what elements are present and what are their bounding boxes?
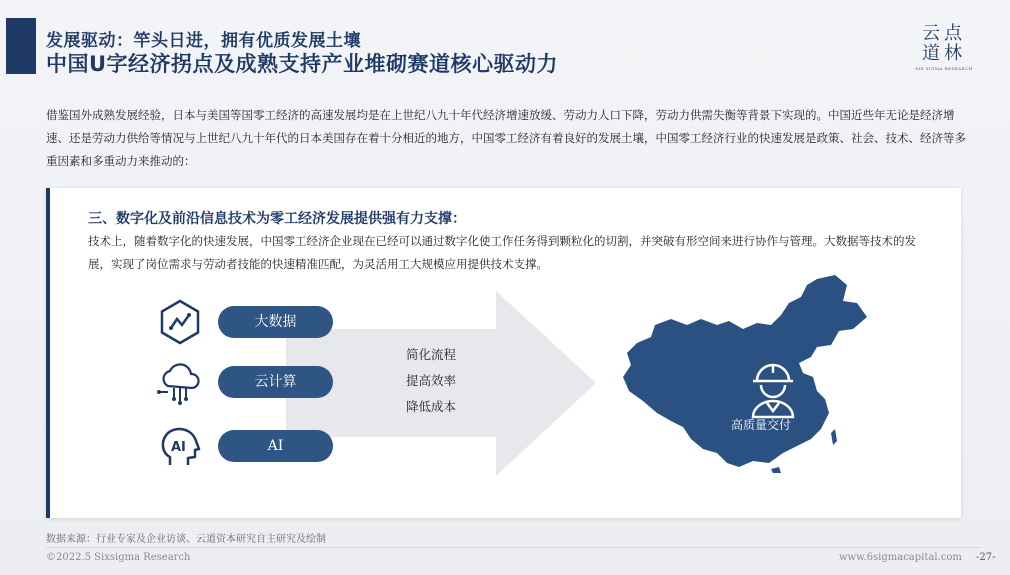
copyright-text: ©2022.5 Sixsigma Research [46, 552, 191, 563]
brand-logo [912, 24, 976, 80]
page-title: 中国U字经济拐点及成熟支持产业堆砌赛道核心驱动力 [46, 52, 559, 76]
intro-paragraph: 借鉴国外成熟发展经验，日本与美国等国零工经济的高速发展均是在上世纪八九十年代经济增速放缓、劳动力人口下降，劳动力供需失衡等背景下实现的。中国近些年无论是经济增速、还是劳动力供给等情况与上世纪八九十年代的日本美国存在着十分相近的地方，中国零工经济有着良好的发展土壤，中国零工经济行业的快速发展是政策、社会、技术、经济等多重因素和多重动力来推动的： [46, 108, 966, 168]
cloud-circuit-icon [156, 358, 204, 406]
website-link[interactable]: www.6sigmacapital.com [839, 552, 962, 563]
china-map [621, 273, 876, 473]
arrow-item: 降低成本 [406, 399, 457, 414]
arrow-item: 简化流程 [406, 347, 457, 362]
header-accent-bar [6, 18, 36, 74]
logo-line-3: SIX SIGMA RESEARCH [915, 66, 973, 71]
logo-line-2: 道林 [922, 43, 966, 64]
pill-ai: AI [218, 430, 333, 462]
panel-title: 三、数字化及前沿信息技术为零工经济发展提供强有力支撑： [88, 211, 466, 227]
panel-accent-bar [46, 188, 50, 518]
ai-head-icon [156, 423, 204, 471]
pill-cloud-computing: 云计算 [218, 366, 333, 398]
panel-body: 技术上，随着数字化的快速发展，中国零工经济企业现在已经可以通过数字化使工作任务得到颗粒化的切割，并突破有形空间来进行协作与管理。大数据等技术的发展，实现了岗位需求与劳动者技能的快速精准匹配，为灵活用工大规模应用提供技术支撑。 [88, 234, 916, 271]
footer-divider [46, 547, 981, 548]
arrow-list [406, 342, 456, 420]
page-number: -27- [976, 552, 996, 563]
data-source-note: 数据来源：行业专家及企业访谈、云道资本研究自主研究及绘制 [46, 534, 326, 545]
map-label: 高质量交付 [731, 418, 792, 432]
svg-text:AI: AI [171, 440, 186, 455]
arrow-item: 提高效率 [406, 373, 457, 388]
content-panel [46, 188, 961, 518]
logo-line-1: 云点 [922, 23, 966, 44]
section-title: 发展驱动：竿头日进，拥有优质发展土壤 [46, 31, 361, 51]
pill-big-data: 大数据 [218, 306, 333, 338]
trend-hexagon-icon [156, 298, 204, 346]
